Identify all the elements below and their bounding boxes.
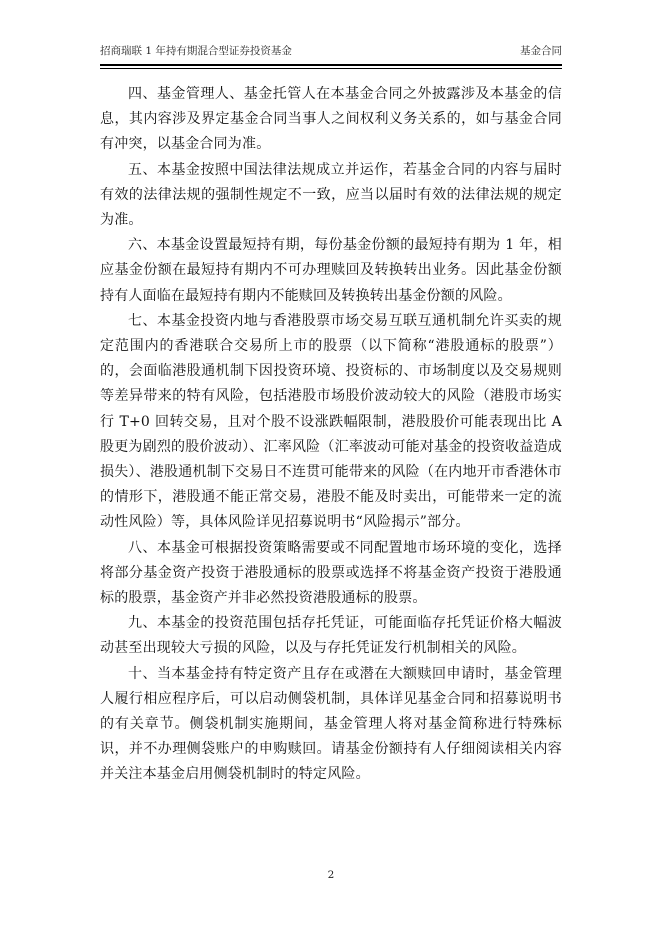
header-doc-type: 基金合同 [520, 45, 562, 57]
paragraph-4: 四、基金管理人、基金托管人在本基金合同之外披露涉及本基金的信息，其内容涉及界定基金合同当事人之间权利义务关系的，如与基金合同有冲突，以基金合同为准。 [100, 86, 562, 153]
page-number: 2 [327, 869, 335, 881]
header-rule-thin [100, 68, 562, 69]
paragraph-7: 七、本基金投资内地与香港股票市场交易互联互通机制允许买卖的规定范围内的香港联合交易所上市的股票（以下简称“港股通标的股票”）的，会面临港股通机制下因投资环境、投资标的、市场制度以及交易规则等差异带来的特有风险，包括港股市场股价波动较大的风险（港股市场实行 T+0 回转交易，且对个股不设涨跌幅限制，港股股价可能表现出比 A 股更为剧烈的股价波动）、汇率风险（汇率波动可能对基金的投资收益造成损失）、港股通机制下交易日不连贯可能带来的风险（在内地开市香港休市的情形下，港股通不能正常交易，港股不能及时卖出，可能带来一定的流动性风险）等，具体风险详见招募说明书“风险揭示”部分。 [100, 312, 562, 531]
header-rule-thick [100, 64, 562, 66]
paragraph-6: 六、本基金设置最短持有期，每份基金份额的最短持有期为 1 年，相应基金份额在最短持有期内不可办理赎回及转换转出业务。因此基金份额持有人面临在最短持有期内不能赎回及转换转出基金份额的风险。 [100, 237, 562, 304]
paragraph-10: 十、当本基金持有特定资产且存在或潜在大额赎回申请时，基金管理人履行相应程序后，可以启动侧袋机制，具体详见基金合同和招募说明书的有关章节。侧袋机制实施期间，基金管理人将对基金简称进行特殊标识，并不办理侧袋账户的申购赎回。请基金份额持有人仔细阅读相关内容并关注本基金启用侧袋机制时的特定风险。 [100, 665, 562, 783]
page-header [100, 40, 562, 62]
header-fund-name: 招商瑞联 1 年持有期混合型证券投资基金 [100, 45, 292, 57]
paragraph-5: 五、本基金按照中国法律法规成立并运作，若基金合同的内容与届时有效的法律法规的强制性规定不一致，应当以届时有效的法律法规的规定为准。 [100, 161, 562, 229]
paragraph-9: 九、本基金的投资范围包括存托凭证，可能面临存托凭证价格大幅波动甚至出现较大亏损的风险，以及与存托凭证发行机制相关的风险。 [100, 615, 562, 657]
body-text [100, 82, 562, 788]
paragraph-8: 八、本基金可根据投资策略需要或不同配置地市场环境的变化，选择将部分基金资产投资于港股通标的股票或选择不将基金资产投资于港股通标的股票，基金资产并非必然投资港股通标的股票。 [100, 539, 562, 607]
